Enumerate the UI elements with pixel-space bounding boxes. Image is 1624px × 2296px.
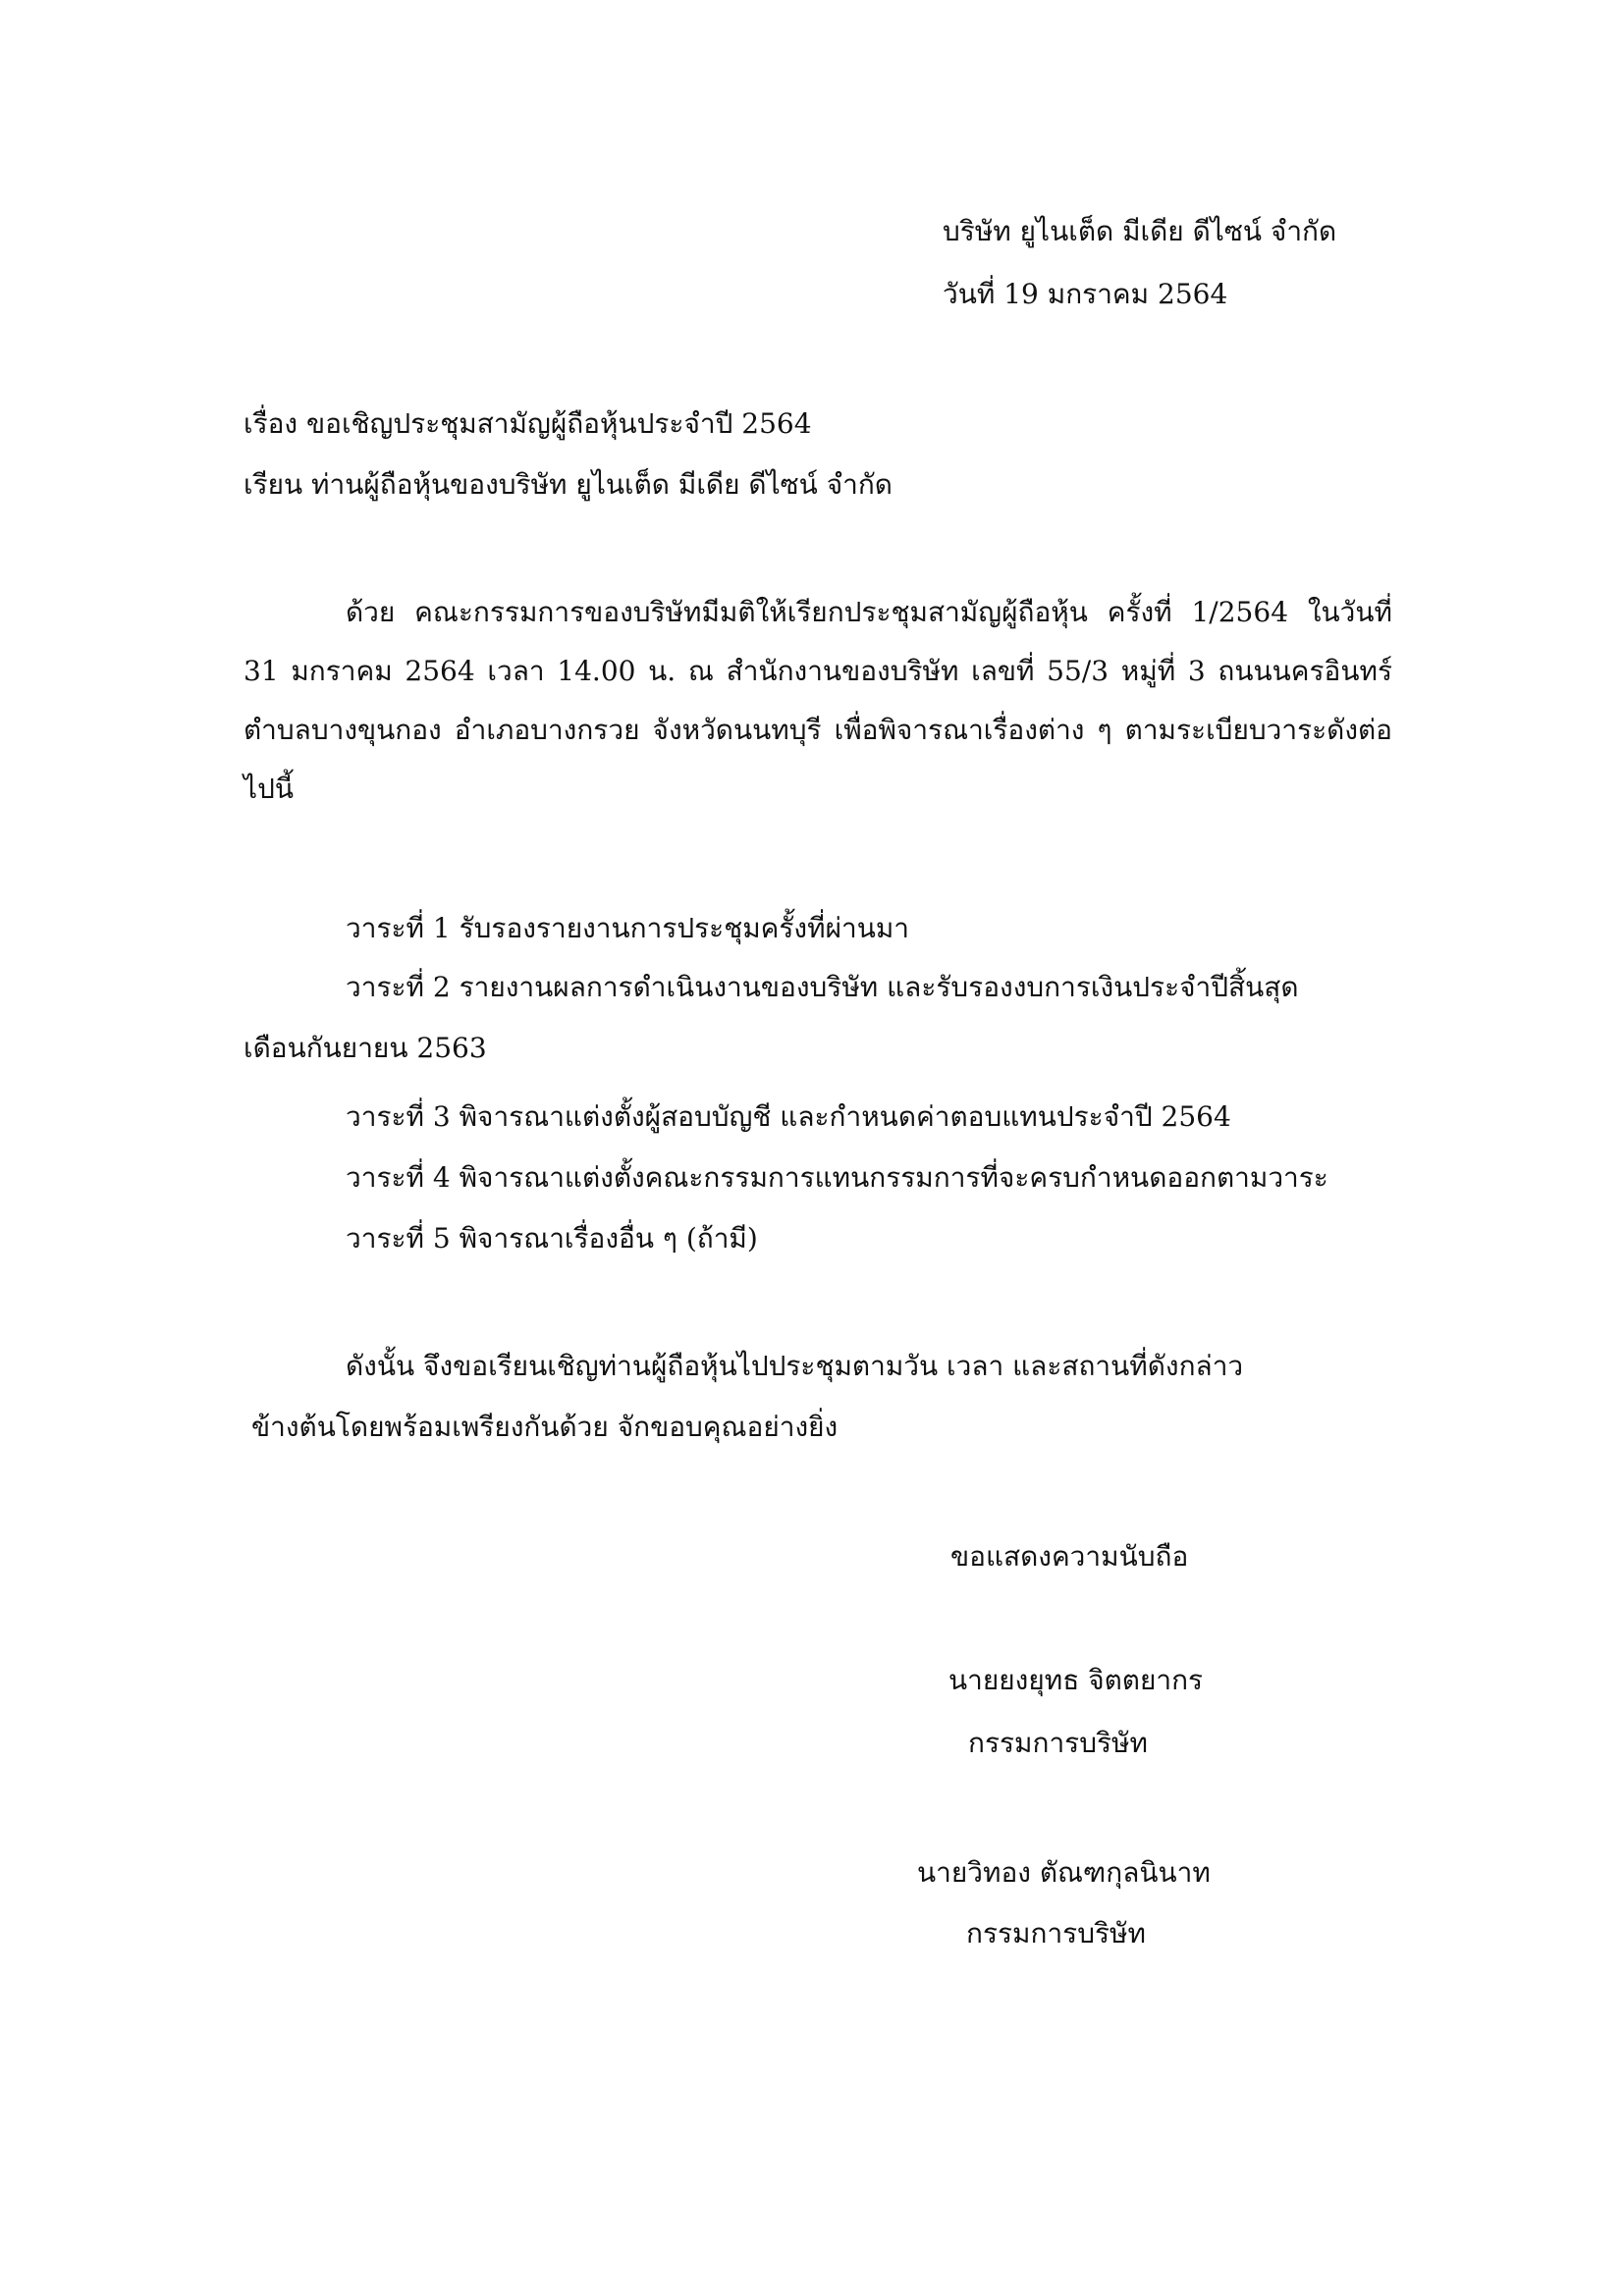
agenda-item-2: วาระที่ 2 รายงานผลการดำเนินงานของบริษัท และรับรองงบการเงินประจำปีสิ้นสุด xyxy=(346,971,1299,1003)
letter-subject: เรื่อง ขอเชิญประชุมสามัญผู้ถือหุ้นประจำปี 2564 xyxy=(244,407,812,440)
closing-line-1: ดังนั้น จึงขอเรียนเชิญท่านผู้ถือหุ้นไปประชุมตามวัน เวลา และสถานที่ดังกล่าว xyxy=(346,1350,1244,1382)
signatory-2-title: กรรมการบริษัท xyxy=(966,1917,1146,1949)
body-intro-text: ด้วย คณะกรรมการของบริษัทมีมติให้เรียกประชุมสามัญผู้ถือหุ้น ครั้งที่ 1/2564 ในวันที่ 31 มกราคม 2564 เวลา 14.00 น. ณ สำนักงานของบริษัท เลขที่ 55/3 หมู่ที่ 3 ถนนนครอินทร์ ตำบลบางขุนกอง อำเภอบางกรวย จังหวัดนนทบุรี เพื่อพิจารณาเรื่องต่าง ๆ ตามระเบียบวาระดังต่อไปนี้ xyxy=(244,596,1392,805)
agenda-item-3: วาระที่ 3 พิจารณาแต่งตั้งผู้สอบบัญชี และกำหนดค่าตอบแทนประจำปี 2564 xyxy=(346,1100,1231,1133)
closing-line-2: ข้างต้นโดยพร้อมเพรียงกันด้วย จักขอบคุณอย่างยิ่ง xyxy=(251,1411,839,1443)
letter-date: วันที่ 19 มกราคม 2564 xyxy=(943,278,1228,310)
signoff: ขอแสดงความนับถือ xyxy=(950,1540,1189,1573)
signatory-1-title: กรรมการบริษัท xyxy=(968,1727,1148,1759)
letter-recipient: เรียน ท่านผู้ถือหุ้นของบริษัท ยูไนเต็ด มีเดีย ดีไซน์ จำกัด xyxy=(244,468,893,501)
agenda-item-4: วาระที่ 4 พิจารณาแต่งตั้งคณะกรรมการแทนกรรมการที่จะครบกำหนดออกตามวาระ xyxy=(346,1161,1328,1194)
signatory-1-name: นายยงยุทธ จิตตยากร xyxy=(948,1664,1204,1696)
agenda-item-1: วาระที่ 1 รับรองรายงานการประชุมครั้งที่ผ่านมา xyxy=(346,912,910,944)
agenda-item-5: วาระที่ 5 พิจารณาเรื่องอื่น ๆ (ถ้ามี) xyxy=(346,1222,758,1255)
signatory-2-name: นายวิทอง ตัณฑกุลนินาท xyxy=(917,1856,1211,1889)
agenda-item-2-continued: เดือนกันยายน 2563 xyxy=(244,1032,487,1064)
body-intro-paragraph xyxy=(244,583,1392,819)
company-name: บริษัท ยูไนเต็ด มีเดีย ดีไซน์ จำกัด xyxy=(943,215,1337,247)
